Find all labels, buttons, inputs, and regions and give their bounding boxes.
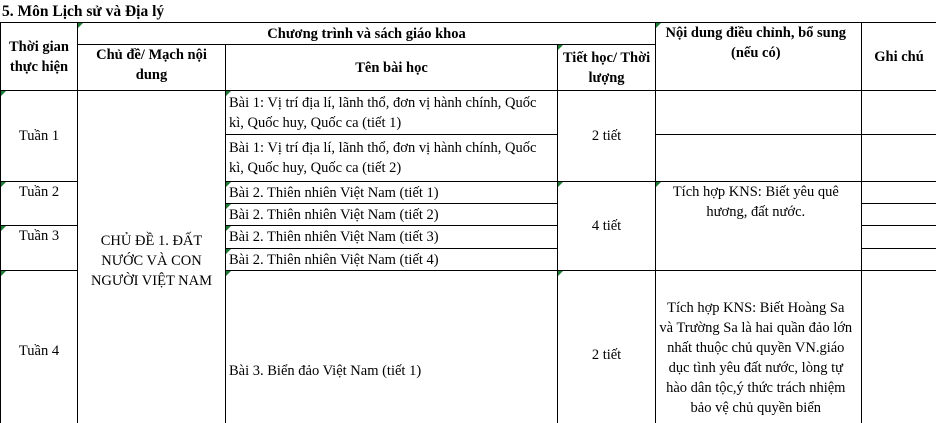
header-topic: Chủ đề/ Mạch nội dung: [78, 45, 226, 91]
header-program: Chương trình và sách giáo khoa: [78, 23, 656, 45]
adjust-cell: [656, 91, 856, 135]
header-adjust: Nội dung điều chỉnh, bổ sung (nếu có): [656, 23, 856, 91]
week-cell: Tuần 1: [1, 91, 78, 182]
adjust-cell: Tích hợp KNS: Biết Hoàng Sa và Trường Sa là hai quần đảo lớn nhất thuộc chủ quyền VN.giáo dục tình yêu đất nước, lòng tự hào dân tộc,ý thức trách nhiệm bảo vệ chủ quyền biển: [656, 271, 856, 423]
note-cell: [862, 182, 936, 204]
lesson-plan-table: [0, 22, 936, 423]
header-note: Ghi chú: [862, 23, 936, 91]
note-cell: [862, 91, 936, 135]
header-periods: Tiết học/ Thời lượng: [558, 45, 656, 91]
week-cell: Tuần 4: [1, 271, 78, 423]
header-lesson: Tên bài học: [226, 45, 558, 91]
header-time: Thời gian thực hiện: [1, 23, 78, 91]
lesson-cell: Bài 2. Thiên nhiên Việt Nam (tiết 2): [226, 204, 558, 226]
periods-cell: 4 tiết: [558, 182, 656, 271]
topic-cell: CHỦ ĐỀ 1. ĐẤT NƯỚC VÀ CON NGƯỜI VIỆT NAM: [78, 91, 226, 423]
note-cell: [862, 204, 936, 226]
section-heading: 5. Môn Lịch sử và Địa lý: [2, 3, 165, 20]
periods-cell: 2 tiết: [558, 91, 656, 182]
week-cell: Tuần 3: [1, 226, 78, 271]
lesson-cell: Bài 1: Vị trí địa lí, lãnh thổ, đơn vị hành chính, Quốc kì, Quốc huy, Quốc ca (tiết 1): [226, 91, 558, 135]
adjust-cell: Tích hợp KNS: Biết yêu quê hương, đất nước.: [656, 182, 856, 271]
lesson-cell: Bài 1: Vị trí địa lí, lãnh thổ, đơn vị hành chính, Quốc kì, Quốc huy, Quốc ca (tiết 2): [226, 135, 558, 182]
periods-cell: 2 tiết: [558, 271, 656, 423]
adjust-cell: [656, 135, 856, 182]
note-cell: [862, 249, 936, 271]
note-cell: [862, 271, 936, 423]
lesson-cell: Bài 2. Thiên nhiên Việt Nam (tiết 3): [226, 226, 558, 249]
lesson-cell: Bài 3. Biển đảo Việt Nam (tiết 1): [226, 271, 558, 423]
note-cell: [862, 226, 936, 249]
note-cell: [862, 135, 936, 182]
week-cell: Tuần 2: [1, 182, 78, 226]
lesson-cell: Bài 2. Thiên nhiên Việt Nam (tiết 4): [226, 249, 558, 271]
lesson-cell: Bài 2. Thiên nhiên Việt Nam (tiết 1): [226, 182, 558, 204]
